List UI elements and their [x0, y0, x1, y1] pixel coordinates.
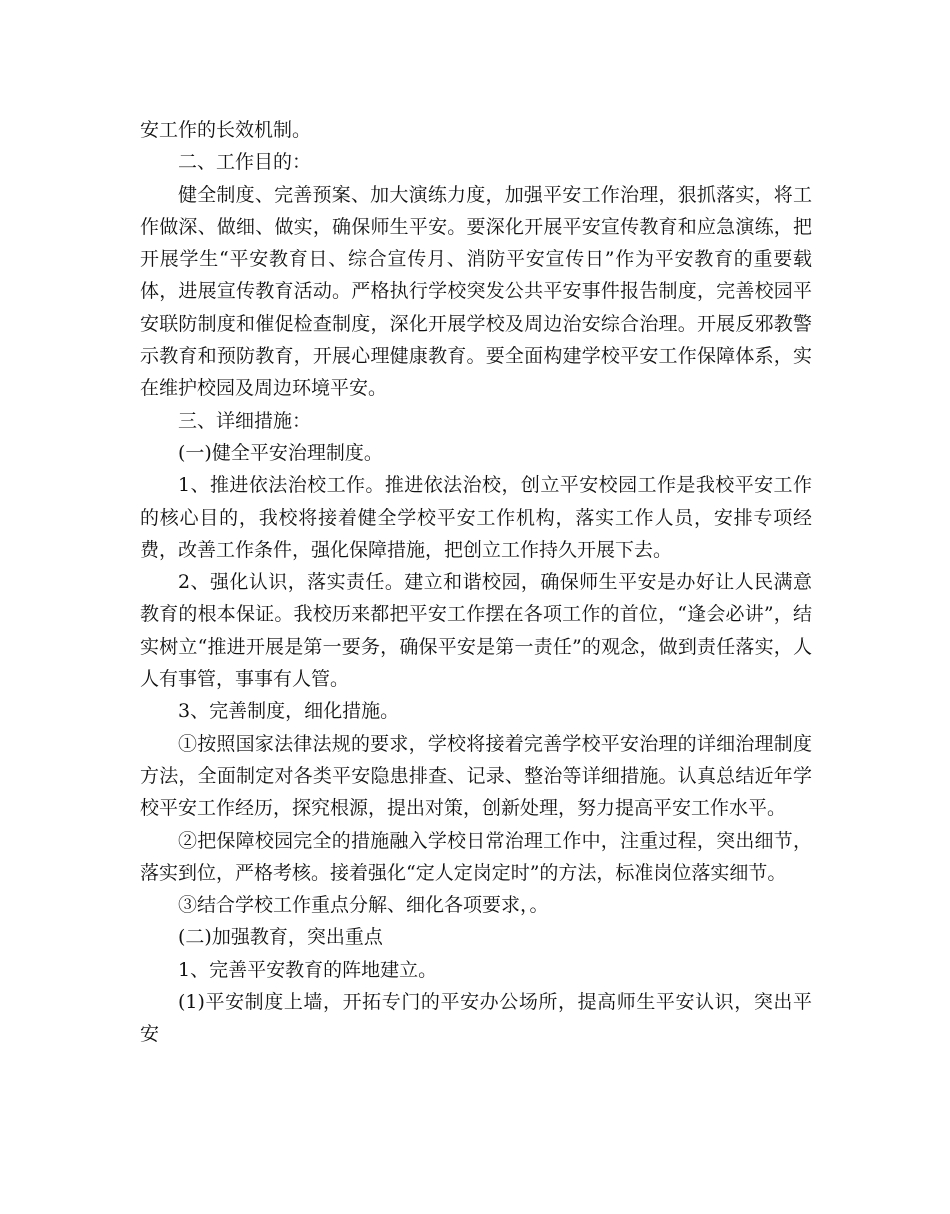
paragraph-item-2: 2、强化认识，落实责任。建立和谐校园，确保师生平安是办好让人民满意教育的根本保证。我校历来都把平安工作摆在各项工作的首位，“逢会必讲”，结实树立“推进开展是第一要务，确保平安是第一责任”的观念，做到责任落实，人人有事管，事事有人管。	[140, 571, 812, 691]
subsection-heading-2: (二)加强教育，突出重点	[178, 926, 383, 949]
document-body	[140, 114, 812, 1051]
section-heading-work-goals: 二、工作目的：	[178, 151, 312, 174]
paragraph-continuation: 安工作的长效机制。	[140, 119, 312, 141]
paragraph-item-education-1: 1、完善平安教育的阵地建立。	[178, 958, 438, 981]
paragraph-item-1: 1、推进依法治校工作。推进依法治校，创立平安校园工作是我校平安工作的核心目的，我校将接着健全学校平安工作机构，落实工作人员，安排专项经费，改善工作条件，强化保障措施，把创立工作持久开展下去。	[140, 474, 812, 561]
paragraph-subitem-circled-1: ①按照国家法律法规的要求，学校将接着完善学校平安治理的详细治理制度方法，全面制定对各类平安隐患排查、记录、整治等详细措施。认真总结近年学校平安工作经历，探究根源，提出对策，创新处理，努力提高平安工作水平。	[140, 732, 812, 820]
paragraph-work-goals: 健全制度、完善预案、加大演练力度，加强平安工作治理，狠抓落实，将工作做深、做细、做实，确保师生平安。要深化开展平安宣传教育和应急演练，把开展学生“平安教育日、综合宣传月、消防平安宣传日”作为平安教育的重要载体，进展宣传教育活动。严格执行学校突发公共平安事件报告制度，完善校园平安联防制度和催促检查制度，深化开展学校及周边治安综合治理。开展反邪教警示教育和预防教育，开展心理健康教育。要全面构建学校平安工作保障体系，实在维护校园及周边环境平安。	[140, 183, 812, 400]
paragraph-subitem-paren-1: (1)平安制度上墙，开拓专门的平安办公场所，提高师生平安认识，突出平安	[140, 991, 812, 1046]
paragraph-subitem-circled-3: ③结合学校工作重点分解、细化各项要求，。	[178, 894, 549, 917]
subsection-heading-1: (一)健全平安治理制度。	[178, 441, 383, 464]
paragraph-subitem-circled-2: ②把保障校园完全的措施融入学校日常治理工作中，注重过程，突出细节，落实到位，严格考核。接着强化“定人定岗定时”的方法，标准岗位落实细节。	[140, 829, 812, 884]
section-heading-detailed-measures: 三、详细措施：	[178, 409, 312, 432]
paragraph-item-3: 3、完善制度，细化措施。	[178, 700, 400, 723]
